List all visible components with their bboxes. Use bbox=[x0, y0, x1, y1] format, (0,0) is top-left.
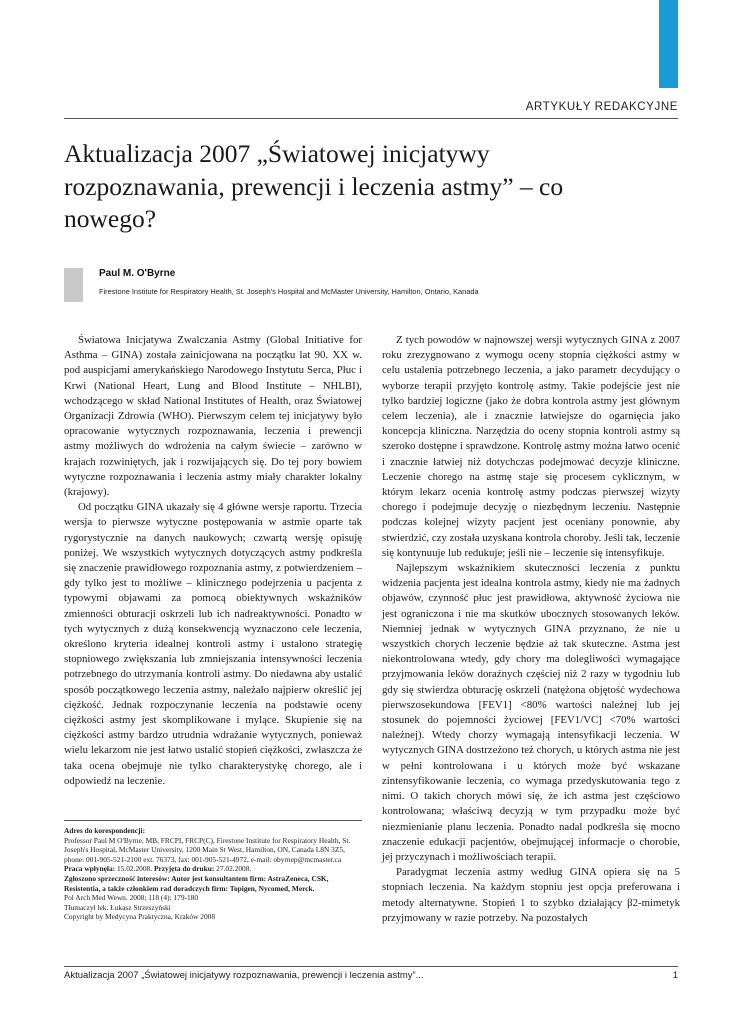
received-date: 15.02.2008. bbox=[116, 864, 153, 874]
accepted-label: Przyjęta do druku: bbox=[153, 864, 215, 874]
accent-bar bbox=[659, 0, 678, 88]
article-title: Aktualizacja 2007 „Światowej inicjatywy rozpoznawania, prewencji i leczenia astmy” – co nowego? bbox=[64, 139, 564, 233]
paragraph: Od początku GINA ukazały się 4 główne wersje raportu. Trzecia wersja to pierwsze wytyczne postępowania w astmie oparte tak rygorystycznie na danych naukowych; czwartą wersję opisuję poniżej. We wszystkich wytycznych dotyczących astmy podkreśla się znaczenie prawidłowego rozpoznania astmy, z potwierdzeniem – gdy tylko jest to możliwe – klinicznego podejrzenia u pacjenta z typowymi objawami za pomocą obiektywnych wskaźników zmienności obturacji oskrzeli lub ich nadreaktywności. Ponadto w tych wytycznych z dużą konsekwencją wyznaczono cele leczenia, określono kryteria idealnej kontroli astmy i ustalono strategię stopniowego zwiększania lub zmniejszania intensywności leczenia potrzebnego do utrzymania kontroli astmy. Do niedawna aby ustalić sposób początkowego leczenia astmy, należało najpierw określić jej ciężkość. Jednak rozpoczynanie leczenia na podstawie oceny ciężkości astmy jest skomplikowane i mylące. Skupienie się na ciężkości astmy bardzo utrudnia wdrażanie wytycznych, ponieważ wielu lekarzom nie jest łatwo ustalić stopień ciężkości, zwłaszcza że taka ocena obejmuje nie tylko charakterystykę chorego, ale i odpowiedź na leczenie. bbox=[64, 501, 362, 787]
paragraph: Światowa Inicjatywa Zwalczania Astmy (Global Initiative for Asthma – GINA) została zainicjowana na początku lat 90. XX w. pod auspicjami amerykańskiego Narodowego Instytutu Serca, Płuc i Krwi (National Heart, Lung and Blood Institute – NHLBI), wchodzącego w skład National Institutes of Health, oraz Światowej Organizacji Zdrowia (WHO). Pierwszym celem tej inicjatywy było opracowanie wytycznych rozpoznawania, leczenia i prewencji astmy możliwych do wdrożenia na całym świecie – zarówno w krajach rozwiniętych, jak i rozwijających się. Do tej pory bowiem wytyczne rozpoznawania i leczenia astmy miały charakter lokalny (krajowy). bbox=[64, 334, 362, 499]
citation: Pol Arch Med Wewn. 2008; 118 (4): 179-180 bbox=[64, 893, 199, 903]
section-label: ARTYKUŁY REDAKCYJNE bbox=[525, 101, 678, 113]
running-title: Aktualizacja 2007 „Światowej inicjatywy rozpoznawania, prewencji i leczenia astmy”... bbox=[64, 970, 424, 981]
publication-dates bbox=[64, 864, 362, 874]
notes-rule bbox=[64, 820, 362, 821]
author-name: Paul M. O'Byrne bbox=[99, 268, 176, 279]
author-affiliation: Firestone Institute for Respiratory Health, St. Joseph's Hospital and McMaster University, Hamilton, Ontario, Kanada bbox=[99, 287, 479, 296]
body-column-left bbox=[64, 333, 362, 789]
header-rule bbox=[64, 118, 678, 119]
paragraph: Paradygmat leczenia astmy według GINA opiera się na 5 stopniach leczenia. Na każdym stopniu jest opcja preferowana i metody alternatywne. Stopień 1 to szybko działający β2-mimetyk przyjmowany w razie potrzeby. Na pozostałych bbox=[382, 866, 680, 924]
correspondence-notes bbox=[64, 826, 362, 922]
body-column-right bbox=[382, 333, 680, 926]
paragraph: Najlepszym wskaźnikiem skuteczności leczenia z punktu widzenia pacjenta jest idealna kontrola astmy, kiedy nie ma żadnych objawów, czynność płuc jest prawidłowa, aktywność życiowa nie jest ograniczona i nie ma skutków ubocznych stosowanych leków. Niemniej jednak w wytycznych GINA przyznano, że nie u wszystkich chorych leczenie będzie aż tak skuteczne. Astma jest niekontrolowana wtedy, gdy chory ma dolegliwości wymagające przyjmowania leków doraźnych częściej niż 2 razy w tygodniu lub gdy się stwierdza obturację oskrzeli (natężona objętość wydechowa pierwszosekundowa [FEV1] <80% wartości należnej lub jej stosunek do pojemności życiowej [FEV1/VC] <70% wartości należnej). Wtedy chorzy wymagają intensyfikacji leczenia. W wytycznych GINA dostrzeżono też chorych, u których astma nie jest w pełni kontrolowana i u których może być wskazane zintensyfikowanie leczenia, co wymaga przedyskutowania tego z nimi. O takich chorych mówi się, że ich astma jest częściowo kontrolowana; właściwą decyzją w tym przypadku może być niezmienianie planu leczenia. Ponadto nadal podkreśla się mocno znaczenie edukacji pacjentów, obejmującej informacje o chorobie, jej przyczynach i możliwościach terapii. bbox=[382, 562, 680, 863]
accepted-date: 27.02.2008. bbox=[216, 864, 252, 874]
correspondence-text: Professor Paul M O'Byrne, MB, FRCPI, FRCP(C), Firestone Institute for Respiratory Health, St. Joseph's Hospital, McMaster University, 1200 Main St West, Hamilton, ON, Canada L8N 3Z5, phone: 001-905-521-2100 ext. 76373, fax: 001-905-521-4972, e-mail: obyrnep@mcmaster.ca bbox=[64, 835, 351, 864]
author-block bbox=[64, 268, 684, 302]
translator: Tłumaczył lek. Łukasz Strzeszyński bbox=[64, 902, 171, 912]
author-marker bbox=[64, 268, 83, 302]
conflict-of-interest: Zgłoszono sprzeczność interesów: Autor jest konsultantem firm: AstraZeneca, CSK, Resistentia, a także członkiem rad doradczych firm: Topigen, Nycomed, Merck. bbox=[64, 873, 329, 893]
footer-rule bbox=[64, 966, 678, 967]
copyright: Copyright by Medycyna Praktyczna, Kraków 2008 bbox=[64, 912, 216, 922]
page-number: 1 bbox=[672, 970, 678, 981]
paragraph: Z tych powodów w najnowszej wersji wytycznych GINA z 2007 roku zrezygnowano z wymogu oceny stopnia ciężkości astmy w celu ustalenia potrzebnego leczenia, a jako parametr decydujący o wyborze terapii przyjęto kontrolę astmy. Takie podejście jest nie tylko bardziej logiczne (jako że dobra kontrola astmy jest głównym celem leczenia), ale i znacznie łatwiejsze do ogarnięcia jako koncepcja kliniczna. Narzędzia do oceny stopnia kontroli astmy są szeroko dostępne i sprawdzone. Kontrolę astmy można łatwo ocenić i znacznie łatwiej niż dotychczas podejmować decyzje kliniczne. Leczenie chorego na astmę staje się procesem cyklicznym, w którym lekarz ocenia kontrolę astmy podczas pierwszej wizyty chorego i podejmuje decyzję o niezbędnym leczeniu. Następnie podczas kolejnej wizyty pacjent jest oceniany ponownie, aby stwierdzić, czy została uzyskana kontrola choroby. Jeśli tak, leczenie się kontynuuje lub redukuje; jeśli nie – leczenie się intensyfikuje. bbox=[382, 334, 680, 559]
correspondence-heading: Adres do korespondencji: bbox=[64, 826, 146, 835]
received-label: Praca wpłynęła: bbox=[64, 864, 116, 874]
